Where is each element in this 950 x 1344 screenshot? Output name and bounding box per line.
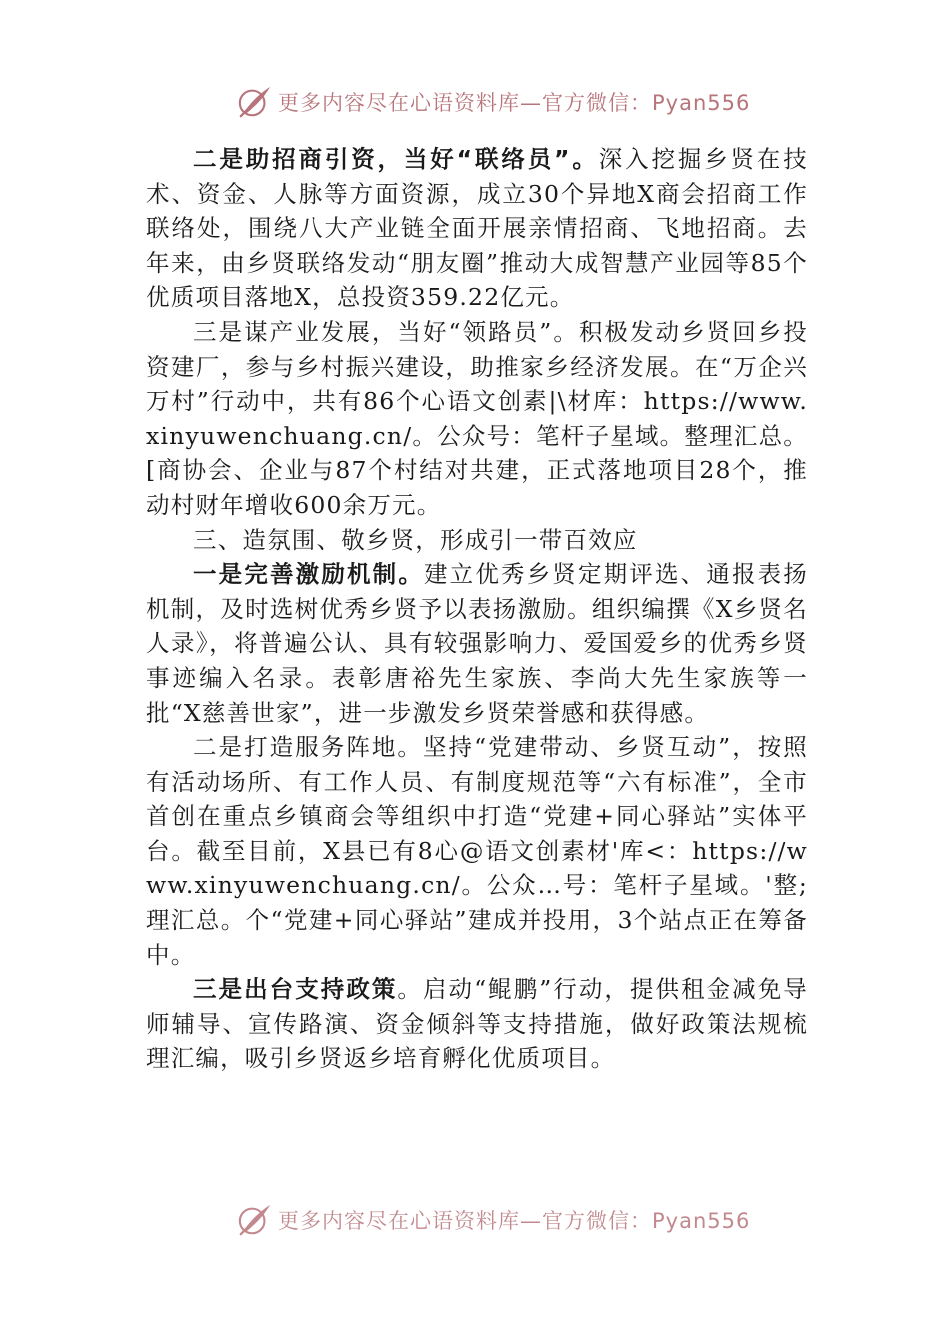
paragraph-support-policy (146, 972, 808, 1076)
paragraph-industry-development (146, 315, 808, 523)
quill-pen-logo-icon (236, 1202, 274, 1238)
watermark-footer (236, 1202, 750, 1238)
document-body (146, 142, 808, 1076)
section-heading-text: 三、造氛围、敬乡贤，形成引一带百效应 (193, 525, 638, 554)
watermark-header (236, 84, 750, 120)
paragraph-service-base (146, 730, 808, 972)
section-heading (146, 523, 808, 558)
paragraph-text: 三是谋产业发展，当好“领路员”。积极发动乡贤回乡投资建厂，参与乡村振兴建设，助推家乡经济发展。在“万企兴万村”行动中，共有86个心语文创素|\材库：https://www.xinyuwenchuang.cn/。公众号：笔杆子星域。整理汇总。[商协会、企业与87个村结对共建，正式落地项目28个，推动村财年增收600余万元。 (146, 317, 808, 519)
watermark-text: 更多内容尽在心语资料库—官方微信：Pyan556 (278, 91, 751, 115)
paragraph-incentive-mechanism (146, 557, 808, 730)
paragraph-text: 建立优秀乡贤定期评选、通报表扬机制，及时选树优秀乡贤予以表扬激励。组织编撰《X乡贤名人录》，将普遍公认、具有较强影响力、爱国爱乡的优秀乡贤事迹编入名录。表彰唐裕先生家族、李尚大先生家族等一批“X慈善世家”，进一步激发乡贤荣誉感和获得感。 (146, 560, 808, 727)
paragraph-lead: 一是完善激励机制。 (193, 560, 424, 589)
quill-pen-logo-icon (236, 84, 274, 120)
paragraph-text: 深入挖掘乡贤在技术、资金、人脉等方面资源，成立30个异地X商会招商工作联络处，围绕八大产业链全面开展亲情招商、飞地招商。去年来，由乡贤联络发动“朋友圈”推动大成智慧产业园等85个优质项目落地X，总投资359.22亿元。 (146, 145, 808, 312)
paragraph-text: 二是打造服务阵地。坚持“党建带动、乡贤互动”，按照有活动场所、有工作人员、有制度规范等“六有标准”，全市首创在重点乡镇商会等组织中打造“党建+同心驿站”实体平台。截至目前，X县已有8心@语文创素材'库<：https://www.xinyuwenchuang.cn/。公众…号：笔杆子星域。'整;理汇总。个“党建+同心驿站”建成并投用，3个站点正在筹备中。 (146, 733, 808, 969)
paragraph-attract-investment (146, 142, 808, 315)
watermark-text: 更多内容尽在心语资料库—官方微信：Pyan556 (278, 1209, 751, 1233)
paragraph-lead: 二是助招商引资，当好“联络员”。 (193, 145, 599, 173)
paragraph-text: 。启动“鲲鹏”行动，提供租金减免导师辅导、宣传路演、资金倾斜等支持措施，做好政策法规梳理汇编，吸引乡贤返乡培育孵化优质项目。 (146, 975, 808, 1073)
paragraph-lead: 三是出台支持政策 (193, 975, 398, 1004)
